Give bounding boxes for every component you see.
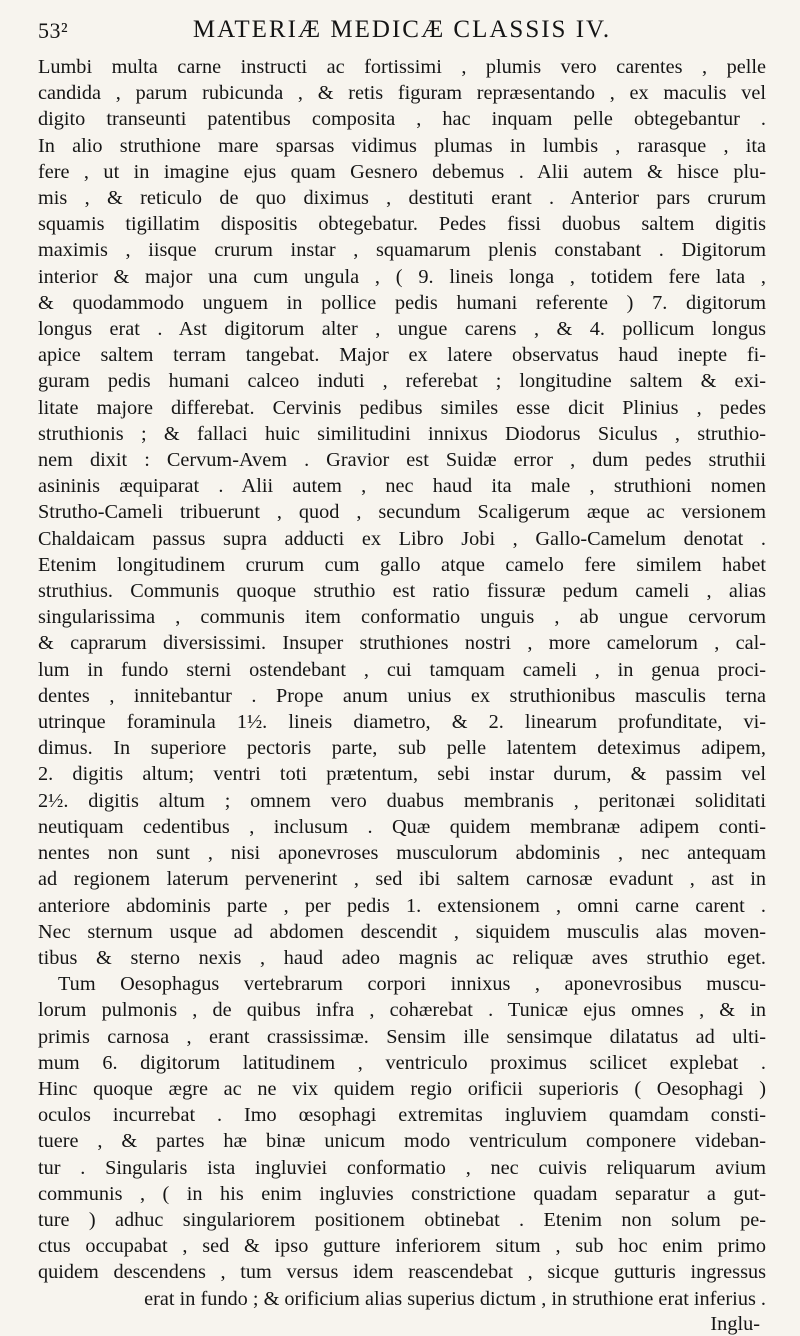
body-text: [38, 54, 766, 1312]
text-line: mum 6. digitorum latitudinem , ventriculo proximus scilicet explebat .: [38, 1051, 766, 1074]
text-line: In alio struthione mare sparsas vidimus plumas in lumbis , rarasque , ita: [38, 134, 766, 157]
text-line: asininis æquiparat . Alii autem , nec haud ita male , struthioni nomen: [38, 475, 766, 498]
text-line: guram pedis humani calceo induti , referebat ; longitudine saltem & exi-: [38, 370, 766, 393]
text-line: lum in fundo sterni ostendebant , cui tamquam cameli , in genua proci-: [38, 658, 766, 681]
text-line: Chaldaicam passus supra adducti ex Libro Jobi , Gallo-Camelum denotat .: [38, 527, 766, 550]
text-line: digito transeunti patentibus composita , hac inquam pelle obtegebantur .: [38, 108, 766, 131]
book-page: [38, 14, 766, 1336]
text-line: litate majore differebat. Cervinis pedibus similes esse dicit Plinius , pedes: [38, 396, 766, 419]
text-line: Tum Oesophagus vertebrarum corpori innixus , aponevrosibus muscu-: [58, 973, 766, 996]
text-line: neutiquam cedentibus , inclusum . Quæ quidem membranæ adipem conti-: [38, 815, 766, 838]
text-line: nentes non sunt , nisi aponevroses musculorum abdominis , nec antequam: [38, 842, 766, 865]
text-line: fere , ut in imagine ejus quam Gesnero debemus . Alii autem & hisce plu-: [38, 160, 766, 183]
text-line: interior & major una cum ungula , ( 9. lineis longa , totidem fere lata ,: [38, 265, 766, 288]
running-head: [38, 14, 766, 54]
text-line: anteriore abdominis parte , per pedis 1. extensionem , omni carne carent .: [38, 894, 766, 917]
text-line: tur . Singularis ista ingluviei conformatio , nec cuivis reliquarum avium: [38, 1156, 766, 1179]
text-line: ad regionem laterum pervenerint , sed ibi saltem carnosæ evadunt , ast in: [38, 868, 766, 891]
text-line: mis , & reticulo de quo diximus , destituti erant . Anterior pars crurum: [38, 187, 766, 210]
text-line: struthius. Communis quoque struthio est ratio fissuræ pedum cameli , alias: [38, 580, 766, 603]
text-line: squamis tigillatim dispositis obtegebatur. Pedes fissi duobus saltem digitis: [38, 213, 766, 236]
text-line: Nec sternum usque ad abdomen descendit , siquidem musculis alas moven-: [38, 920, 766, 943]
text-line: struthionis ; & fallaci huic similitudini innixus Diodorus Siculus , struthio-: [38, 422, 766, 445]
text-line: communis , ( in his enim ingluvies constrictione quadam separatur a gut-: [38, 1182, 766, 1205]
text-line: utrinque foraminula 1½. lineis diametro, & 2. linearum profunditate, vi-: [38, 711, 766, 734]
text-line: quidem descendens , tum versus idem reascendebat , sicque gutturis ingressus: [38, 1261, 766, 1284]
text-line: ture ) adhuc singulariorem positionem obtinebat . Etenim non solum pe-: [38, 1208, 766, 1231]
text-line: erat in fundo ; & orificium alias superius dictum , in struthione erat inferius .: [144, 1287, 766, 1310]
text-line: tibus & sterno nexis , haud adeo magnis ac reliquæ aves struthio eget.: [38, 946, 766, 969]
text-line: nem dixit : Cervum-Avem . Gravior est Suidæ error , dum pedes struthii: [38, 449, 766, 472]
text-line: primis carnosa , erant crassissimæ. Sensim ille sensimque dilatatus ad ulti-: [38, 1025, 766, 1048]
running-title: MATERIÆ MEDICÆ CLASSIS IV.: [192, 16, 612, 43]
catchword: Inglu-: [710, 1312, 760, 1335]
text-line: dimus. In superiore pectoris parte, sub pelle latentem deteximus adipem,: [38, 737, 766, 760]
text-line: ctus occupabat , sed & ipso gutture inferiorem situm , sub hoc enim primo: [38, 1235, 766, 1258]
text-line: singularissima , communis item conformatio unguis , ab ungue cervorum: [38, 606, 766, 629]
text-line: 2½. digitis altum ; omnem vero duabus membranis , peritonæi soliditati: [38, 789, 766, 812]
text-line: & caprarum diversissimi. Insuper struthiones nostri , more camelorum , cal-: [38, 632, 766, 655]
text-line: Hinc quoque ægre ac ne vix quidem regio orificii superioris ( Oesophagi ): [38, 1077, 766, 1100]
text-line: Etenim longitudinem crurum cum gallo atque camelo fere similem habet: [38, 553, 766, 576]
text-line: & quodammodo unguem in pollice pedis humani referente ) 7. digitorum: [38, 291, 766, 314]
text-line: apice saltem terram tangebat. Major ex latere observatus haud inepte fi-: [38, 344, 766, 367]
page-number: 53²: [38, 18, 69, 43]
text-line: longus erat . Ast digitorum alter , ungue carens , & 4. pollicum longus: [38, 318, 766, 341]
text-line: oculos incurrebat . Imo œsophagi extremitas ingluviem quamdam consti-: [38, 1104, 766, 1127]
text-line: dentes , innitebantur . Prope anum unius ex struthionibus masculis terna: [38, 684, 766, 707]
text-line: Lumbi multa carne instructi ac fortissimi , plumis vero carentes , pelle: [38, 56, 766, 78]
text-line: candida , parum rubicunda , & retis figuram repræsentando , ex maculis vel: [38, 82, 766, 105]
text-line: 2. digitis altum; ventri toti prætentum, sebi instar durum, & passim vel: [38, 763, 766, 786]
text-line: Strutho-Cameli tribuerunt , quod , secundum Scaligerum æque ac versionem: [38, 501, 766, 524]
text-line: lorum pulmonis , de quibus infra , cohærebat . Tunicæ ejus omnes , & in: [38, 999, 766, 1022]
text-line: tuere , & partes hæ binæ unicum modo ventriculum componere videban-: [38, 1130, 766, 1153]
text-line: maximis , iisque crurum instar , squamarum plenis constabant . Digitorum: [38, 239, 766, 262]
